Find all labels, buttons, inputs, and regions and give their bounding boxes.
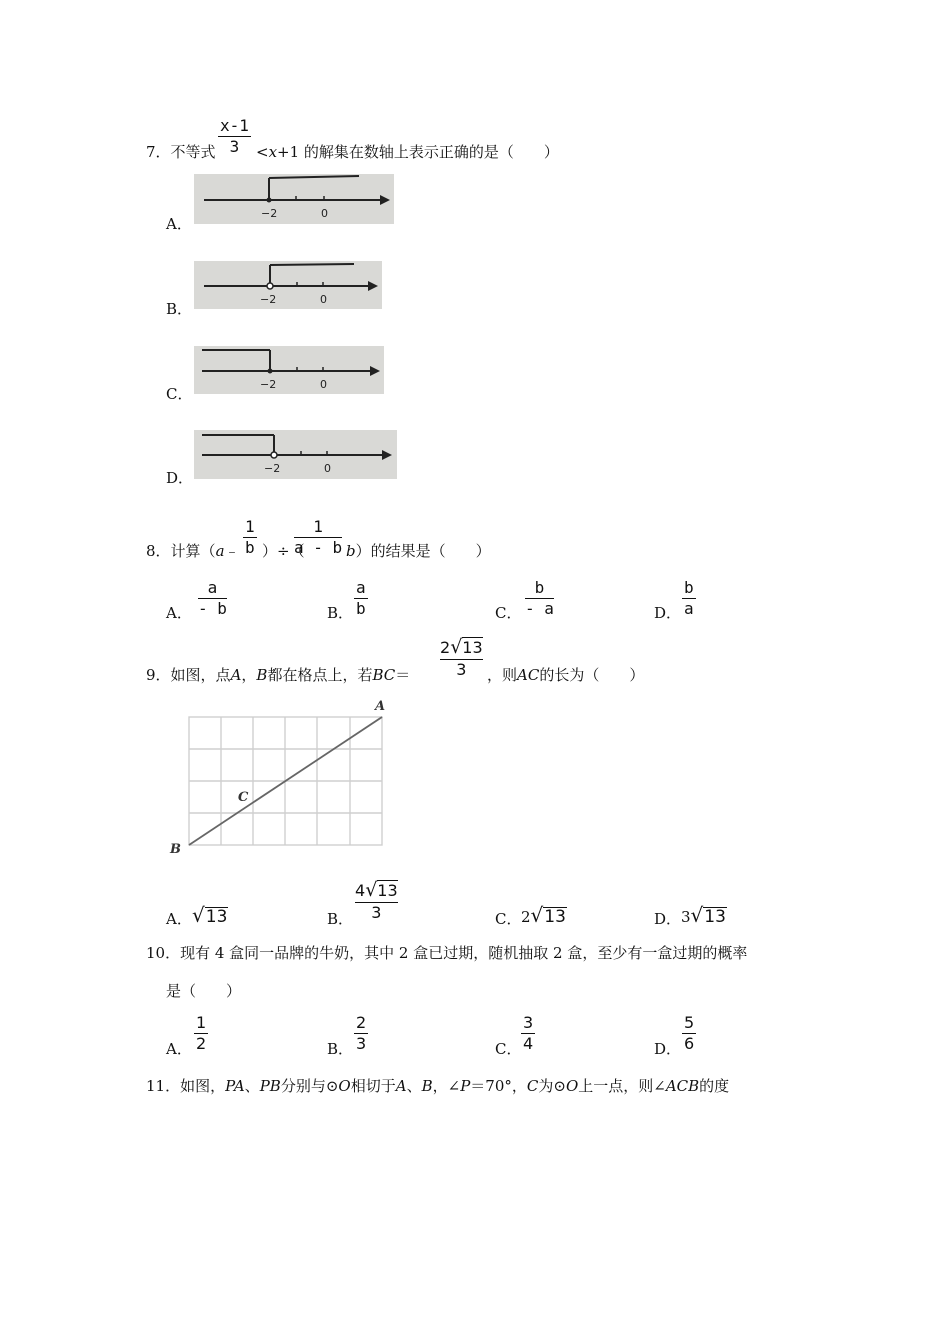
q11-stem-a: 如图， <box>180 1077 226 1095</box>
q9-stem-mid2: ，则 <box>487 666 518 684</box>
q7-stem-rest <box>256 142 559 162</box>
q11-acb: ACB <box>665 1077 700 1095</box>
q11-sep2: 、 <box>406 1077 422 1095</box>
q10-c-den: 4 <box>523 1034 534 1053</box>
q7-frac-den: 3 <box>229 137 240 156</box>
q9-c-coef: 2 <box>521 908 531 926</box>
q8-a-den: - b <box>198 599 227 618</box>
q7-number: 7． <box>146 143 171 161</box>
q11-stem-e: ＝70°， <box>470 1077 527 1095</box>
q7-c-tick-zero: 0 <box>320 378 327 391</box>
q8-option-b-label[interactable]: B． <box>327 604 354 622</box>
q11-b: B <box>421 1077 433 1095</box>
q8-f2-den: a - b <box>294 538 343 557</box>
q7-stem-post: +1 的解集在数轴上表示正确的是（ ） <box>277 143 559 161</box>
q8-option-a-label[interactable]: A． <box>166 604 192 622</box>
q8-option-c-frac[interactable] <box>525 578 554 619</box>
q9-b-radical-sign: √ <box>365 879 378 901</box>
q9-option-a-value[interactable] <box>192 903 228 927</box>
q7-option-b-numberline[interactable] <box>194 261 382 309</box>
q7-stem-pre: 不等式 <box>170 143 216 161</box>
q10-a-num: 1 <box>196 1013 207 1032</box>
q9-bc: BC <box>372 666 396 684</box>
q9-b-coef: 4 <box>355 881 366 900</box>
q9-option-c-value[interactable] <box>521 903 567 927</box>
q9-b-radicand: 13 <box>377 881 398 900</box>
q9-option-a-label[interactable]: A． <box>166 910 192 928</box>
q7-less-than: < <box>256 143 269 161</box>
q9-stem-post: 的长为（ ） <box>539 666 645 684</box>
q7-c-tick-neg2: −2 <box>260 378 277 391</box>
q7-b-tick-zero: 0 <box>320 293 327 306</box>
q8-var-a: a <box>215 542 225 560</box>
q10-stem-line1: 10．现有 4 盒同一品牌的牛奶，其中 2 盒已过期，随机抽取 2 盒，至少有一盒过期的概率 <box>146 944 748 962</box>
q8-c-den: - a <box>525 599 554 618</box>
q8-number: 8． <box>146 542 171 560</box>
q9-a-radicand: 13 <box>205 907 228 927</box>
q10-b-num: 2 <box>356 1013 367 1032</box>
q8-d-num: b <box>684 578 694 597</box>
q9-stem-mid: 都在格点上，若 <box>267 666 373 684</box>
q7-stem <box>146 142 216 162</box>
q7-a-tick-neg2: −2 <box>261 207 278 220</box>
q9-option-d-label[interactable]: D． <box>654 910 682 928</box>
q11-pb: PB <box>259 1077 281 1095</box>
q8-fraction-1 <box>243 517 257 558</box>
q8-f2-num: 1 <box>294 517 342 538</box>
q9-bc-fraction <box>440 636 483 680</box>
q8-minus: ﹣ <box>224 542 240 560</box>
q8-c-num: b <box>525 578 554 599</box>
q11-stem-g: 上一点，则∠ <box>578 1077 666 1095</box>
q9-grid-svg <box>164 694 394 860</box>
q11-c: C <box>526 1077 539 1095</box>
q8-b-den: b <box>356 599 366 618</box>
question-11 <box>146 1076 729 1096</box>
q8-f1-den: b <box>245 538 255 557</box>
q9-stem-start <box>146 665 410 685</box>
q9-ac: AC <box>517 666 540 684</box>
q8-option-c-label[interactable]: C． <box>495 604 522 622</box>
q8-b-num: a <box>356 578 366 597</box>
q8-stem-start <box>146 541 240 561</box>
q7-b-tick-neg2: −2 <box>260 293 277 306</box>
q11-stem-b: 分别与⊙ <box>280 1077 339 1095</box>
q7-a-tick-zero: 0 <box>321 207 328 220</box>
q7-d-tick-zero: 0 <box>324 462 331 475</box>
q8-option-d-frac[interactable] <box>682 578 696 619</box>
q11-number: 11． <box>146 1077 181 1095</box>
q10-d-den: 6 <box>684 1034 695 1053</box>
q9-option-b-value[interactable] <box>355 879 398 923</box>
q9-frac-den: 3 <box>456 660 467 679</box>
q7-option-b-label[interactable]: B． <box>166 300 193 318</box>
q11-sep: 、 <box>244 1077 260 1095</box>
q10-option-d-frac[interactable] <box>682 1013 696 1054</box>
q9-label-a: A <box>375 699 386 714</box>
q7-fraction <box>218 116 251 157</box>
q8-stem-post: ）的结果是（ ） <box>355 542 491 560</box>
q9-label-c: C <box>238 790 249 805</box>
q9-d-radicand: 13 <box>704 907 726 927</box>
q8-stem-end <box>346 541 491 561</box>
q9-stem-end <box>487 665 644 685</box>
q11-pa: PA <box>225 1077 245 1095</box>
q10-option-a-frac[interactable] <box>194 1013 208 1054</box>
q9-c-radical-sign: √ <box>530 903 544 927</box>
q9-b-den: 3 <box>371 903 382 922</box>
q9-comma: ， <box>241 666 257 684</box>
q8-option-b-frac[interactable] <box>354 578 368 619</box>
q8-option-d-label[interactable]: D． <box>654 604 682 622</box>
q10-c-num: 3 <box>523 1013 534 1032</box>
q10-stem-line2: 是（ ） <box>166 982 242 1000</box>
q9-label-b: B <box>170 842 181 857</box>
q10-option-b-label[interactable]: B． <box>327 1040 354 1058</box>
q11-o: O <box>338 1077 351 1095</box>
q9-d-radical-sign: √ <box>690 903 704 927</box>
q10-option-c-label[interactable]: C． <box>495 1040 522 1058</box>
q8-option-a-frac[interactable] <box>198 578 227 619</box>
q9-equals: ＝ <box>395 666 411 684</box>
q9-option-b-label[interactable]: B． <box>327 910 354 928</box>
q10-option-a-label[interactable]: A． <box>166 1040 192 1058</box>
q7-option-a-numberline[interactable] <box>194 174 394 224</box>
q11-p: P <box>460 1077 471 1095</box>
q10-option-b-frac[interactable] <box>354 1013 368 1054</box>
q7-option-d-numberline[interactable] <box>194 430 397 479</box>
q11-stem-d: ，∠ <box>432 1077 461 1095</box>
q9-point-a: A <box>230 666 242 684</box>
q10-option-c-frac[interactable] <box>521 1013 535 1054</box>
q7-option-a-label[interactable]: A． <box>166 215 192 233</box>
q10-a-den: 2 <box>196 1034 207 1053</box>
q10-option-d-label[interactable]: D． <box>654 1040 682 1058</box>
q9-coef: 2 <box>440 638 451 657</box>
q11-a: A <box>395 1077 407 1095</box>
q8-f1-num: 1 <box>245 517 255 536</box>
q11-stem-c: 相切于 <box>350 1077 396 1095</box>
q8-d-den: a <box>684 599 694 618</box>
q8-fraction-2 <box>294 517 342 558</box>
q11-o2: O <box>565 1077 579 1095</box>
q11-stem-f: 为⊙ <box>538 1077 566 1095</box>
q8-a-num: a <box>198 578 227 599</box>
q9-option-c-label[interactable]: C． <box>495 910 522 928</box>
q9-d-coef: 3 <box>681 908 691 926</box>
q9-grid-figure <box>164 694 394 860</box>
q7-option-d-label[interactable]: D． <box>166 469 194 487</box>
q9-a-radical-sign: √ <box>192 903 205 927</box>
q9-number: 9． <box>146 666 171 684</box>
q9-option-d-value[interactable] <box>681 903 727 927</box>
q9-point-b: B <box>256 666 268 684</box>
q9-c-radicand: 13 <box>544 907 566 927</box>
q9-radical-sign: √ <box>450 636 463 658</box>
q7-frac-num: x-1 <box>220 116 249 135</box>
q8-stem-pre: 计算（ <box>170 542 216 560</box>
q7-option-c-label[interactable]: C． <box>166 385 193 403</box>
q9-stem-pre: 如图，点 <box>170 666 231 684</box>
q7-d-tick-neg2: −2 <box>264 462 281 475</box>
q11-stem-h: 的度 <box>699 1077 730 1095</box>
q10-b-den: 3 <box>356 1034 367 1053</box>
q9-radicand: 13 <box>462 638 483 657</box>
q7-option-c-numberline[interactable] <box>194 346 384 394</box>
q8-divide: ）÷（ <box>262 542 305 560</box>
q7-var: x <box>268 143 278 161</box>
q8-var-b: b <box>346 542 356 560</box>
q10-d-num: 5 <box>684 1013 695 1032</box>
